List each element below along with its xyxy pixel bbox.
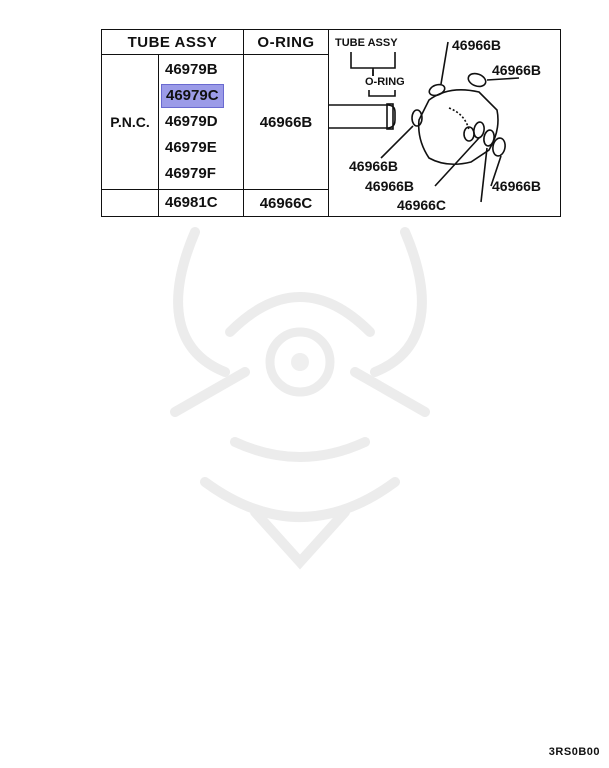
tube-part-list — [159, 55, 244, 190]
diagram-label-right-oring: 46966B — [492, 62, 542, 78]
samurai-helmet-watermark — [135, 222, 465, 582]
header-o-ring: O-RING — [244, 30, 329, 55]
pnc-label: P.N.C. — [102, 55, 159, 190]
header-tube-assy: TUBE ASSY — [102, 30, 244, 55]
parts-diagram-cell — [329, 30, 561, 217]
tube-assembly-diagram — [329, 30, 560, 216]
part-number-46979b[interactable]: 46979B — [165, 61, 218, 78]
diagram-label-lower-left: 46966B — [365, 178, 415, 194]
part-number-46979e[interactable]: 46979E — [165, 139, 217, 156]
diagram-label-tube-assy: TUBE ASSY — [335, 37, 398, 49]
part-number-46979c[interactable] — [159, 83, 243, 109]
pnc-empty-cell — [102, 190, 159, 217]
part-number-46979d[interactable]: 46979D — [165, 113, 218, 130]
o-ring-46966c[interactable]: 46966C — [244, 190, 329, 217]
diagram-label-bottom: 46966C — [397, 197, 447, 213]
diagram-label-left-oring: 46966B — [349, 158, 399, 174]
diagram-label-top-oring: 46966B — [452, 37, 502, 53]
parts-table — [101, 29, 561, 217]
diagram-code: 3RS0B00 — [548, 746, 600, 758]
highlighted-part[interactable]: 46979C — [161, 84, 224, 108]
diagram-label-o-ring: O-RING — [365, 76, 405, 88]
diagram-label-lower-right: 46966B — [492, 178, 542, 194]
tube-part-46981c[interactable]: 46981C — [159, 190, 244, 217]
part-number-46979f[interactable]: 46979F — [165, 165, 216, 182]
o-ring-main[interactable]: 46966B — [244, 55, 329, 190]
